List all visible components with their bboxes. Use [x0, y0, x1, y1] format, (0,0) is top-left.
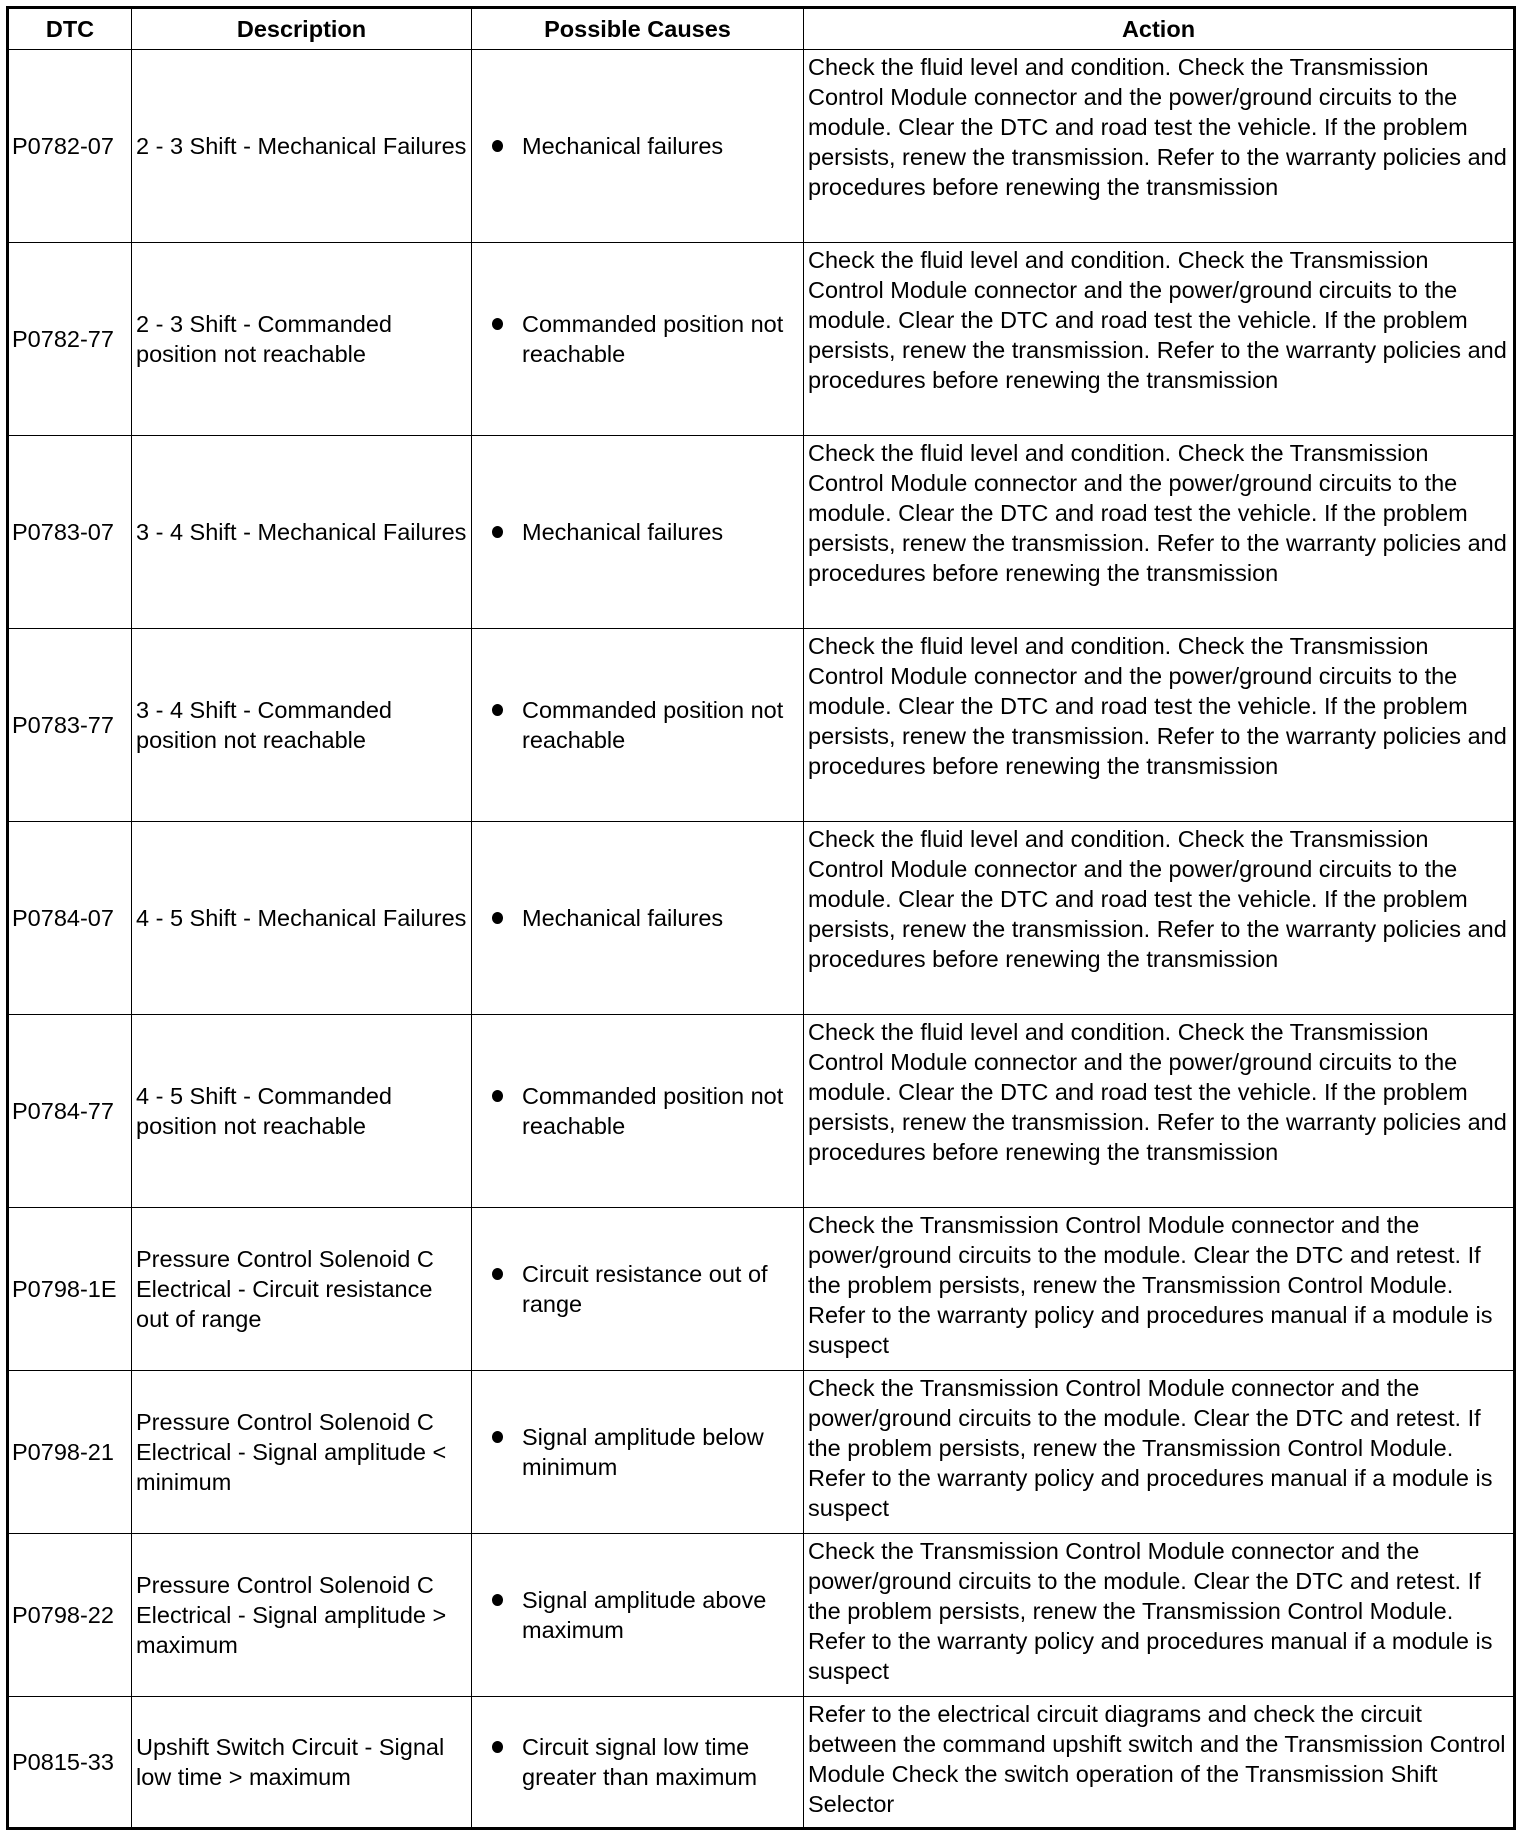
possible-cause: [472, 50, 804, 243]
bullet-icon: [492, 140, 503, 152]
action: Check the Transmission Control Module connector and the power/ground circuits to the module. Clear the DTC and retest. If the problem persists, renew the Transmission Control Module. Refer to the warranty policy and procedures manual if a module is suspect: [804, 1208, 1515, 1371]
bullet-icon: [492, 1431, 503, 1443]
action: Check the fluid level and condition. Check the Transmission Control Module connector and the power/ground circuits to the module. Clear the DTC and road test the vehicle. If the problem persists, renew the transmission. Refer to the warranty policies and procedures before renewing the transmission: [804, 243, 1515, 436]
action: Check the fluid level and condition. Check the Transmission Control Module connector and the power/ground circuits to the module. Clear the DTC and road test the vehicle. If the problem persists, renew the transmission. Refer to the warranty policies and procedures before renewing the transmission: [804, 822, 1515, 1015]
table-row: [8, 1015, 1515, 1208]
table-row: [8, 50, 1515, 243]
header-dtc: DTC: [8, 8, 132, 50]
cause-text: Signal amplitude below minimum: [522, 1424, 764, 1480]
cause-text: Commanded position not reachable: [522, 1083, 784, 1139]
cause-text: Signal amplitude above maximum: [522, 1587, 767, 1643]
action: Check the Transmission Control Module connector and the power/ground circuits to the module. Clear the DTC and retest. If the problem persists, renew the Transmission Control Module. Refer to the warranty policy and procedures manual if a module is suspect: [804, 1371, 1515, 1534]
dtc-table: [6, 6, 1516, 1830]
possible-cause: [472, 1697, 804, 1829]
header-row: [8, 8, 1515, 50]
possible-cause: [472, 243, 804, 436]
description: 4 - 5 Shift - Commanded position not reachable: [132, 1015, 472, 1208]
description: 4 - 5 Shift - Mechanical Failures: [132, 822, 472, 1015]
action: Check the fluid level and condition. Check the Transmission Control Module connector and the power/ground circuits to the module. Clear the DTC and road test the vehicle. If the problem persists, renew the transmission. Refer to the warranty policies and procedures before renewing the transmission: [804, 436, 1515, 629]
dtc-code: P0815-33: [8, 1697, 132, 1829]
action: Check the fluid level and condition. Check the Transmission Control Module connector and the power/ground circuits to the module. Clear the DTC and road test the vehicle. If the problem persists, renew the transmission. Refer to the warranty policies and procedures before renewing the transmission: [804, 1015, 1515, 1208]
header-description: Description: [132, 8, 472, 50]
bullet-icon: [492, 704, 503, 716]
description: 3 - 4 Shift - Mechanical Failures: [132, 436, 472, 629]
table-body: [8, 50, 1515, 1829]
table-row: [8, 1697, 1515, 1829]
cause-text: Commanded position not reachable: [522, 697, 784, 753]
bullet-icon: [492, 1090, 503, 1102]
header-action: Action: [804, 8, 1515, 50]
dtc-code: P0798-1E: [8, 1208, 132, 1371]
cause-text: Mechanical failures: [522, 519, 724, 545]
dtc-code: P0784-07: [8, 822, 132, 1015]
action: Check the fluid level and condition. Check the Transmission Control Module connector and the power/ground circuits to the module. Clear the DTC and road test the vehicle. If the problem persists, renew the transmission. Refer to the warranty policies and procedures before renewing the transmission: [804, 50, 1515, 243]
dtc-code: P0782-07: [8, 50, 132, 243]
description: Pressure Control Solenoid C Electrical - Signal amplitude > maximum: [132, 1534, 472, 1697]
description: 3 - 4 Shift - Commanded position not reachable: [132, 629, 472, 822]
dtc-code: P0784-77: [8, 1015, 132, 1208]
description: 2 - 3 Shift - Commanded position not reachable: [132, 243, 472, 436]
possible-cause: [472, 822, 804, 1015]
possible-cause: [472, 1534, 804, 1697]
table-row: [8, 822, 1515, 1015]
table-row: [8, 1371, 1515, 1534]
action: Check the Transmission Control Module connector and the power/ground circuits to the module. Clear the DTC and retest. If the problem persists, renew the Transmission Control Module. Refer to the warranty policy and procedures manual if a module is suspect: [804, 1534, 1515, 1697]
table-row: [8, 243, 1515, 436]
dtc-code: P0783-07: [8, 436, 132, 629]
action: Check the fluid level and condition. Check the Transmission Control Module connector and the power/ground circuits to the module. Clear the DTC and road test the vehicle. If the problem persists, renew the transmission. Refer to the warranty policies and procedures before renewing the transmission: [804, 629, 1515, 822]
cause-text: Circuit resistance out of range: [522, 1261, 768, 1317]
header-possible-causes: Possible Causes: [472, 8, 804, 50]
dtc-code: P0783-77: [8, 629, 132, 822]
bullet-icon: [492, 1594, 503, 1606]
possible-cause: [472, 1208, 804, 1371]
cause-text: Commanded position not reachable: [522, 311, 784, 367]
table-row: [8, 629, 1515, 822]
bullet-icon: [492, 526, 503, 538]
possible-cause: [472, 1015, 804, 1208]
possible-cause: [472, 629, 804, 822]
cause-text: Mechanical failures: [522, 133, 724, 159]
table-row: [8, 1534, 1515, 1697]
description: Pressure Control Solenoid C Electrical - Circuit resistance out of range: [132, 1208, 472, 1371]
bullet-icon: [492, 1741, 503, 1753]
description: Pressure Control Solenoid C Electrical - Signal amplitude < minimum: [132, 1371, 472, 1534]
description: Upshift Switch Circuit - Signal low time > maximum: [132, 1697, 472, 1829]
bullet-icon: [492, 1268, 503, 1280]
description: 2 - 3 Shift - Mechanical Failures: [132, 50, 472, 243]
dtc-code: P0782-77: [8, 243, 132, 436]
cause-text: Mechanical failures: [522, 905, 724, 931]
bullet-icon: [492, 318, 503, 330]
table-row: [8, 1208, 1515, 1371]
possible-cause: [472, 1371, 804, 1534]
possible-cause: [472, 436, 804, 629]
dtc-code: P0798-21: [8, 1371, 132, 1534]
bullet-icon: [492, 912, 503, 924]
table-row: [8, 436, 1515, 629]
dtc-code: P0798-22: [8, 1534, 132, 1697]
action: Refer to the electrical circuit diagrams and check the circuit between the command upshift switch and the Transmission Control Module Check the switch operation of the Transmission Shift Selector: [804, 1697, 1515, 1829]
cause-text: Circuit signal low time greater than maximum: [522, 1734, 758, 1790]
